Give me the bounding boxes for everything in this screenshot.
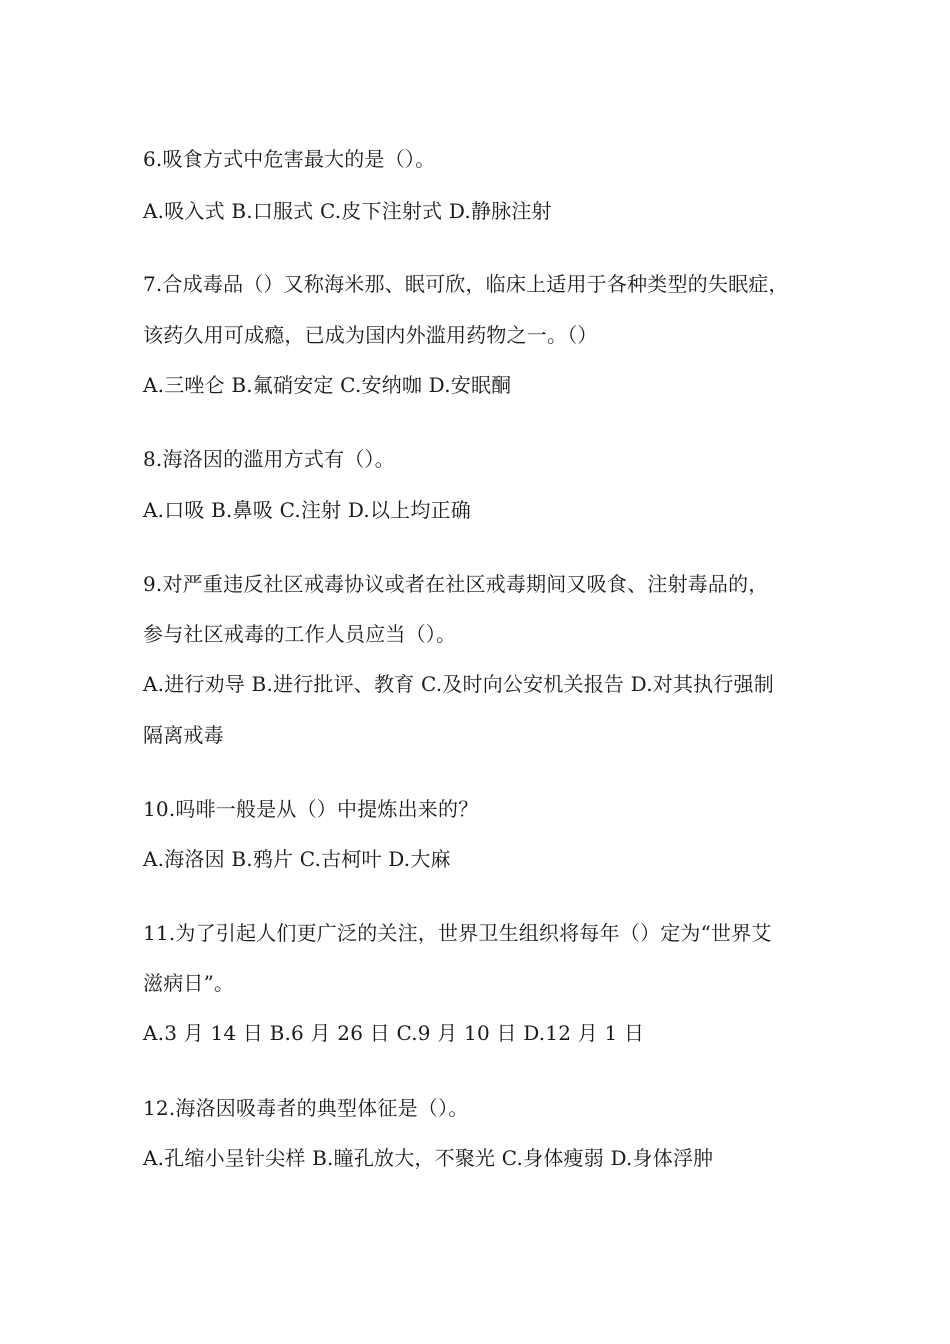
question-11-stem-line-1: 11.为了引起人们更广泛的关注，世界卫生组织将每年（）定为“世界艾 bbox=[143, 921, 772, 945]
question-8-stem: 8.海洛因的滥用方式有（）。 bbox=[143, 447, 395, 471]
question-11-stem-line-2: 滋病日”。 bbox=[143, 971, 235, 995]
question-9-options-line-2: 隔离戒毒 bbox=[143, 723, 224, 747]
question-12-options: A.孔缩小呈针尖样 B.瞳孔放大，不聚光 C.身体瘦弱 D.身体浮肿 bbox=[143, 1146, 714, 1170]
question-7-stem-line-1: 7.合成毒品（）又称海米那、眠可欣，临床上适用于各种类型的失眠症， bbox=[143, 272, 789, 296]
question-9-options-line-1: A.进行劝导 B.进行批评、教育 C.及时向公安机关报告 D.对其执行强制 bbox=[143, 672, 774, 696]
question-9-stem-line-1: 9.对严重违反社区戒毒协议或者在社区戒毒期间又吸食、注射毒品的， bbox=[143, 572, 769, 596]
question-7-options: A.三唑仑 B.氟硝安定 C.安纳咖 D.安眠酮 bbox=[143, 373, 512, 397]
question-9-stem-line-2: 参与社区戒毒的工作人员应当（）。 bbox=[143, 622, 457, 646]
question-8-options: A.口吸 B.鼻吸 C.注射 D.以上均正确 bbox=[143, 498, 471, 522]
question-11-options: A.3 月 14 日 B.6 月 26 日 C.9 月 10 日 D.12 月 1 日 bbox=[143, 1021, 645, 1045]
question-6-stem: 6.吸食方式中危害最大的是（）。 bbox=[143, 147, 436, 171]
question-6-options: A.吸入式 B.口服式 C.皮下注射式 D.静脉注射 bbox=[143, 199, 552, 223]
question-12-stem: 12.海洛因吸毒者的典型体征是（）。 bbox=[143, 1096, 469, 1120]
question-7-stem-line-2: 该药久用可成瘾，已成为国内外滥用药物之一。（） bbox=[143, 323, 598, 347]
question-10-stem: 10.吗啡一般是从（）中提炼出来的？ bbox=[143, 797, 479, 821]
question-10-options: A.海洛因 B.鸦片 C.古柯叶 D.大麻 bbox=[143, 847, 451, 871]
